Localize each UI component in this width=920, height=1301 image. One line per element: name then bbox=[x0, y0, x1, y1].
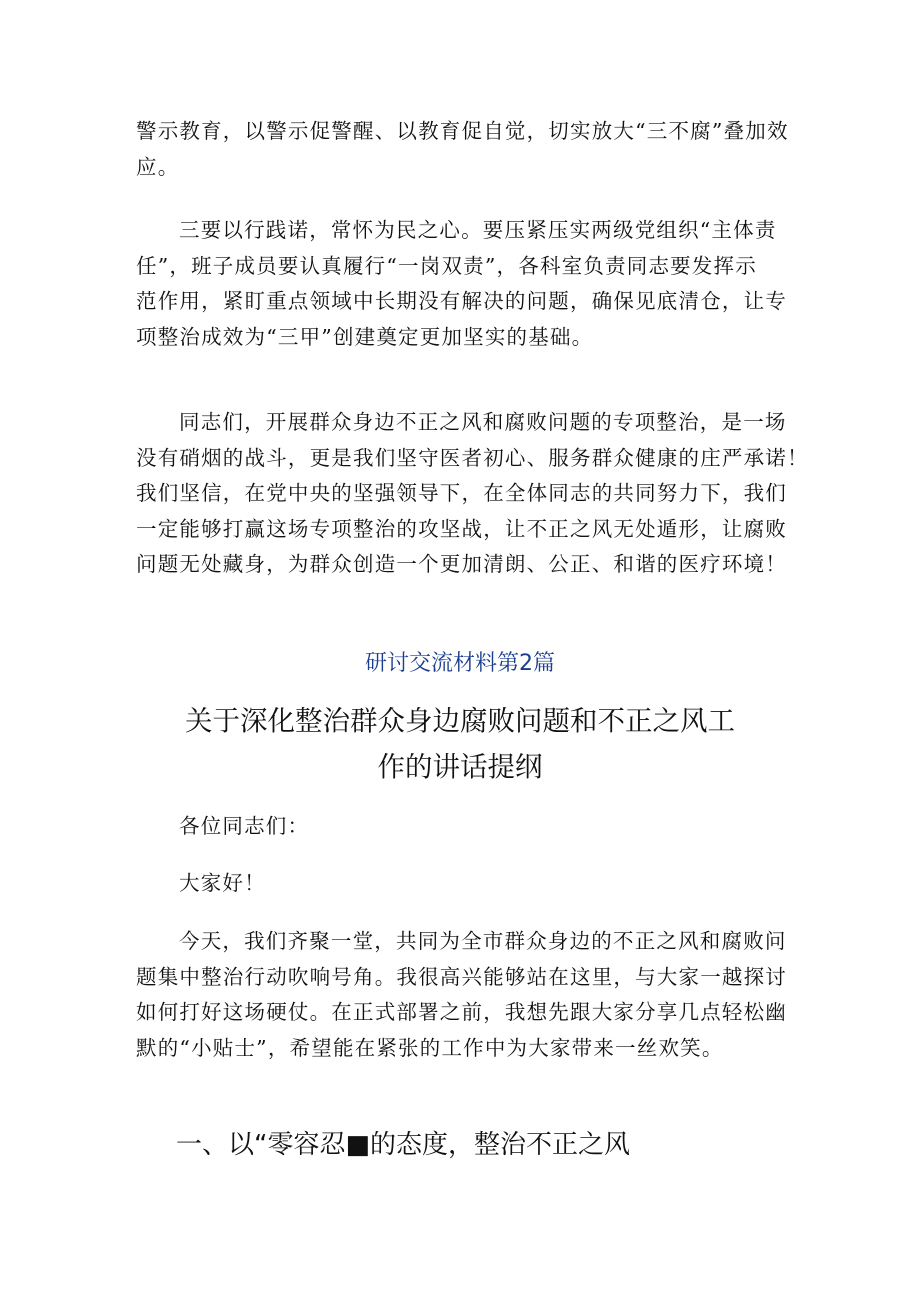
text-line: 任”，班子成员要认真履行“一岗双责”，各科室负责同志要发挥示 bbox=[136, 253, 757, 278]
paragraph-closing bbox=[136, 405, 809, 583]
paragraph-third-point bbox=[136, 213, 796, 355]
section-heading-1: 一、以“零容忍■的态度，整治不正之风 bbox=[176, 1130, 631, 1160]
text-line: 默的“小贴士”，希望能在紧张的工作中为大家带来一丝欢笑。 bbox=[136, 1035, 724, 1060]
text-line: 三要以行践诺，常怀为民之心。要压紧压实两级党组织“主体责 bbox=[179, 218, 777, 242]
text-line: 今天，我们齐聚一堂，共同为全市群众身边的不正之风和腐败问 bbox=[179, 929, 787, 953]
text-line: 题集中整治行动吹响号角。我很高兴能够站在这里，与大家一越探讨 bbox=[136, 964, 787, 989]
text-line: 范作用，紧盯重点领域中长期没有解决的问题，确保见底清仓，让专 bbox=[136, 289, 787, 313]
title-line: 作的讲话提纲 bbox=[377, 751, 543, 783]
text-line: 问题无处藏身，为群众创造一个更加清朗、公正、和谐的医疗环境！ bbox=[136, 552, 787, 576]
text-line: 同志们，开展群众身边不正之风和腐败问题的专项整治，是一场 bbox=[179, 410, 787, 434]
text-line: 各位同志们： bbox=[179, 814, 310, 838]
document-title bbox=[0, 698, 920, 790]
paragraph-warning-education bbox=[136, 114, 796, 185]
text-line: 大家好！ bbox=[179, 871, 266, 895]
section-label: 研讨交流材料第2篇 bbox=[365, 651, 555, 676]
salutation bbox=[136, 809, 796, 845]
title-line: 关于深化整治群众身边腐败问题和不正之风工 bbox=[185, 705, 735, 737]
text-line: 应。 bbox=[136, 154, 180, 179]
text-line: 我们坚信，在党中央的坚强领导下，在全体同志的共同努力下，我们 bbox=[136, 481, 787, 505]
paragraph-opening bbox=[136, 924, 796, 1066]
text-line: 警示教育，以警示促警醒、以教育促自觉，切实放大“三不腐”叠加效 bbox=[136, 119, 789, 143]
text-line: 一定能够打赢这场专项整治的攻坚战，让不正之风无处遁形，让腐败 bbox=[136, 516, 787, 541]
text-line: 如何打好这场硬仗。在正式部署之前，我想先跟大家分享几点轻松幽 bbox=[136, 1000, 787, 1024]
text-line: 项整治成效为“三甲”创建奠定更加坚实的基础。 bbox=[136, 324, 594, 349]
text-line: 没有硝烟的战斗，更是我们坚守医者初心、服务群众健康的庄严承诺！ bbox=[136, 445, 809, 470]
greeting bbox=[136, 866, 796, 902]
